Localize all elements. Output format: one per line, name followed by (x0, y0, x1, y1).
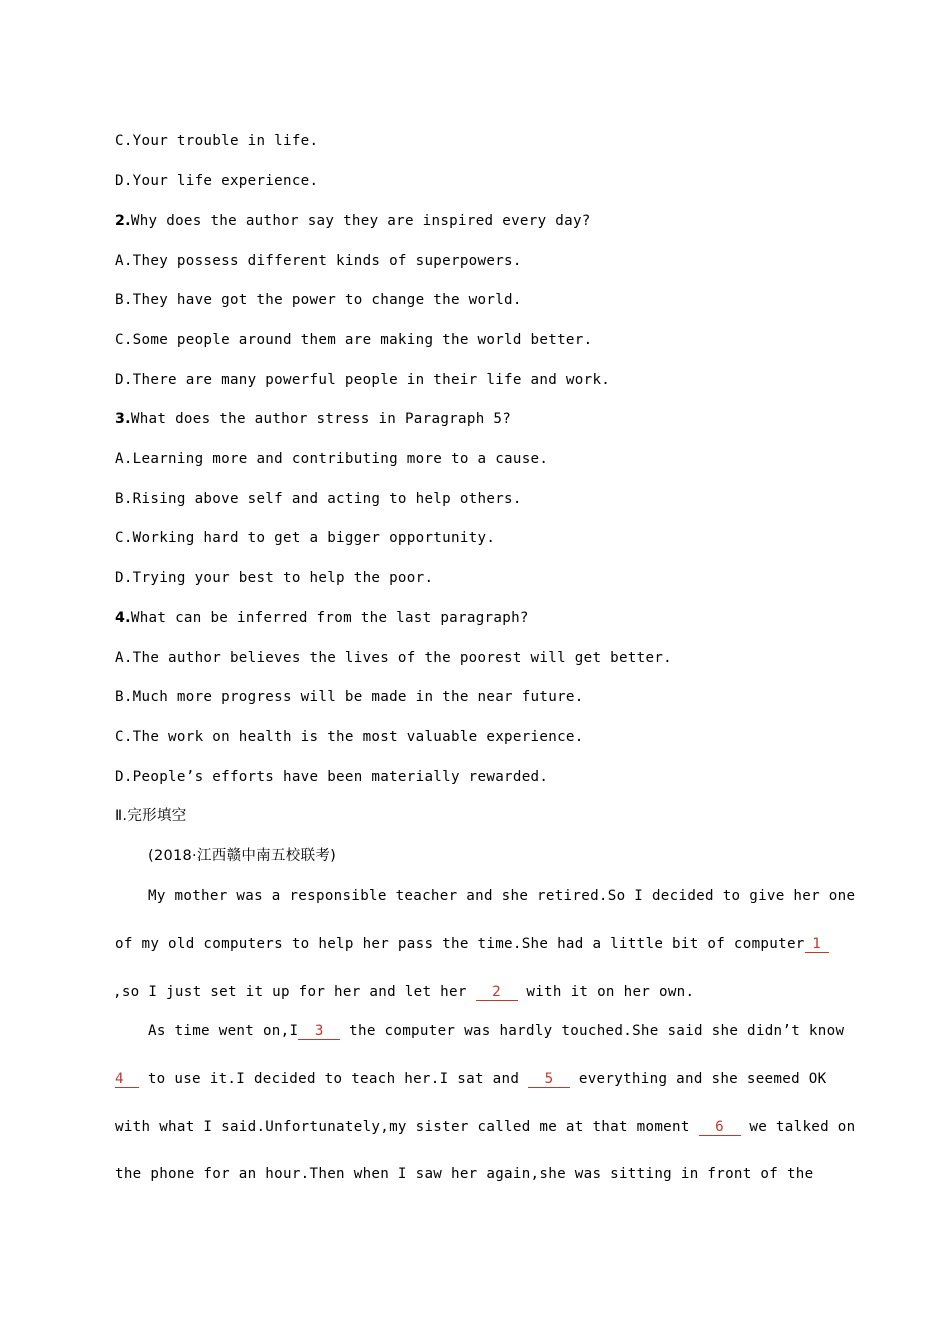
passage-text: the computer was hardly touched.She said she didn’t know (340, 1023, 845, 1039)
passage-text: of my old computers to help her pass the time.She had a little bit of computer (115, 936, 805, 952)
q3-text: What does the author stress in Paragraph 5? (130, 411, 512, 427)
q2-option-d: D.There are many powerful people in their life and work. (115, 372, 611, 388)
passage-line: the phone for an hour.Then when I saw her again,she was sitting in front of the (115, 1166, 814, 1182)
passage-line (113, 982, 694, 1002)
q4-option-c: C.The work on health is the most valuable experience. (115, 729, 584, 745)
passage-text: to use it.I decided to teach her.I sat and (139, 1071, 529, 1087)
q1-option-c: C.Your trouble in life. (115, 133, 319, 149)
q3-option-b: B.Rising above self and acting to help others. (115, 491, 522, 507)
q3-stem (115, 409, 511, 429)
passage-line (115, 1069, 826, 1089)
passage-line (115, 1117, 856, 1137)
passage-text: As time went on,I (148, 1023, 299, 1039)
blank-6: 6 (699, 1119, 741, 1136)
q4-text: What can be inferred from the last paragraph? (130, 610, 529, 626)
q2-text: Why does the author say they are inspired every day? (130, 213, 591, 229)
passage-source: (2018·江西赣中南五校联考) (148, 848, 337, 864)
passage-text: with it on her own. (517, 984, 695, 1000)
passage-text: with what I said.Unfortunately,my sister called me at that moment (115, 1119, 699, 1135)
passage-line (148, 1021, 844, 1041)
q4-stem (115, 608, 529, 628)
q1-option-d: D.Your life experience. (115, 173, 319, 189)
q3-option-d: D.Trying your best to help the poor. (115, 570, 434, 586)
passage-text: everything and she seemed OK (570, 1071, 827, 1087)
q2-option-c: C.Some people around them are making the world better. (115, 332, 593, 348)
q2-stem (115, 211, 591, 231)
blank-2: 2 (476, 984, 518, 1001)
q4-option-d: D.People’s efforts have been materially rewarded. (115, 769, 549, 785)
q4-number: 4. (115, 610, 131, 626)
q3-number: 3. (115, 411, 131, 427)
blank-1: 1 (805, 936, 829, 953)
passage-line: My mother was a responsible teacher and she retired.So I decided to give her one (148, 888, 856, 904)
passage-line (115, 934, 829, 954)
passage-text: ,so I just set it up for her and let her (113, 984, 476, 1000)
q2-option-a: A.They possess different kinds of superpowers. (115, 253, 522, 269)
q3-option-c: C.Working hard to get a bigger opportunity. (115, 530, 496, 546)
q4-option-b: B.Much more progress will be made in the near future. (115, 689, 584, 705)
q2-number: 2. (115, 213, 131, 229)
q2-option-b: B.They have got the power to change the world. (115, 292, 522, 308)
blank-3: 3 (298, 1023, 340, 1040)
passage-text: we talked on (740, 1119, 856, 1135)
blank-4: 4 (115, 1071, 139, 1088)
section-heading: Ⅱ.完形填空 (115, 808, 187, 824)
blank-5: 5 (528, 1071, 570, 1088)
q3-option-a: A.Learning more and contributing more to a cause. (115, 451, 549, 467)
q4-option-a: A.The author believes the lives of the poorest will get better. (115, 650, 673, 666)
